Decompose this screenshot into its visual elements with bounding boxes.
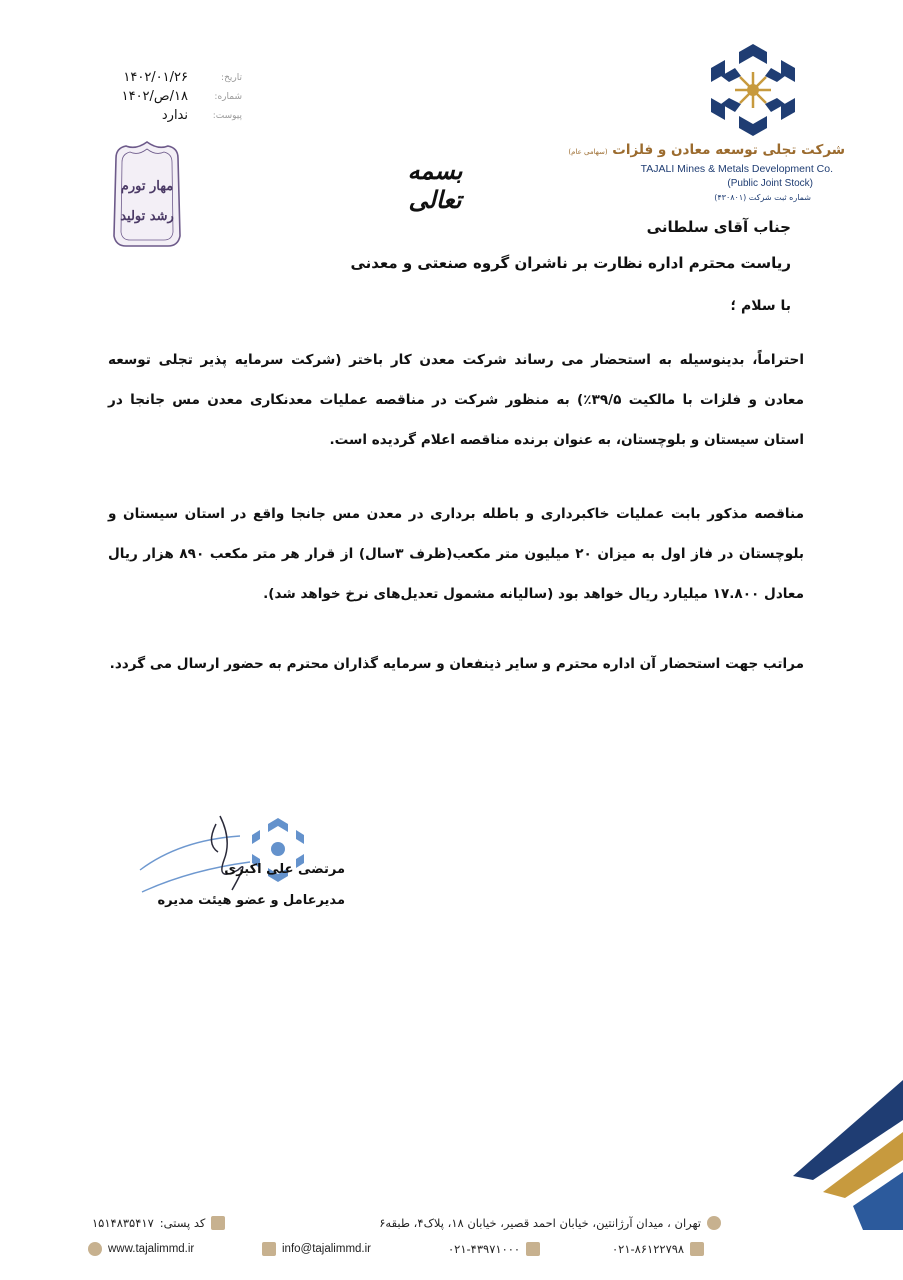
- fax-icon: [690, 1242, 704, 1256]
- slogan-seal: [106, 140, 188, 252]
- footer-fax: [612, 1242, 704, 1256]
- footer-phone: [448, 1242, 540, 1256]
- body-paragraph-3: مراتب جهت استحضار آن اداره محترم و سایر ذینفعان و سرمایه گذاران محترم به حضور ارسال می گردد.: [109, 656, 804, 672]
- footer-address: [379, 1216, 721, 1230]
- signer-title: مدیرعامل و عضو هیئت مدیره: [157, 893, 345, 908]
- footer-fax-text: ۰۲۱-۸۶۱۲۲۷۹۸: [612, 1242, 685, 1256]
- envelope-icon: [211, 1216, 225, 1230]
- footer-postal: [92, 1216, 225, 1230]
- footer-website[interactable]: [88, 1242, 194, 1256]
- meta-attachment-label: پیوست:: [212, 110, 242, 121]
- footer-postal-label: کد پستی:: [159, 1216, 206, 1230]
- email-icon: [262, 1242, 276, 1256]
- company-type-en: (Public Joint Stock): [727, 178, 813, 189]
- greeting: با سلام ؛: [730, 298, 791, 314]
- meta-number-row: [92, 87, 242, 106]
- decorative-stripes: [793, 1080, 903, 1230]
- seal-line-2: رشد تولید: [120, 209, 174, 224]
- phone-icon: [526, 1242, 540, 1256]
- meta-date-label: تاریخ:: [221, 72, 242, 83]
- meta-attachment-row: [92, 106, 242, 125]
- meta-number-value: ۱۸/ص/۱۴۰۲: [121, 89, 188, 104]
- addressee-name: جناب آقای سلطانی: [646, 218, 791, 236]
- seal-line-1: مهار تورم: [120, 179, 174, 194]
- company-registration: شماره ثبت شرکت (۴۳۰۸۰۱): [714, 193, 811, 202]
- footer-address-text: تهران ، میدان آرژانتین، خیابان احمد قصیر، خیابان ۱۸، پلاک۴، طبقه۶: [379, 1216, 701, 1230]
- company-name-en: TAJALI Mines & Metals Development Co.: [640, 163, 833, 175]
- footer-email[interactable]: [262, 1242, 371, 1256]
- signer-name: مرتضی علی اکبری: [224, 862, 345, 877]
- company-name-fa: [568, 142, 845, 158]
- globe-icon: [88, 1242, 102, 1256]
- meta-number-label: شماره:: [214, 91, 242, 102]
- footer-website-text[interactable]: www.tajalimmd.ir: [108, 1243, 195, 1255]
- footer-email-text[interactable]: info@tajalimmd.ir: [282, 1243, 372, 1255]
- meta-date-value: ۱۴۰۲/۰۱/۲۶: [123, 70, 188, 85]
- location-icon: [707, 1216, 721, 1230]
- addressee-title: ریاست محترم اداره نظارت بر ناشران گروه صنعتی و معدنی: [350, 254, 791, 272]
- meta-attachment-value: ندارد: [161, 108, 188, 123]
- body-paragraph-2: مناقصه مذکور بابت عملیات خاکبرداری و باطله برداری در معدن مس جانجا واقع در استان سیستان و بلوچستان در فاز اول به میزان ۲۰ میلیون متر مکعب(ظرف ۳سال) از قرار هر متر مکعب ۸۹۰ هزار ریال معادل ۱۷.۸۰۰ میلیارد ریال خواهد بود (سالیانه مشمول تعدیل‌های نرخ خواهد شد).: [108, 506, 804, 602]
- company-name-fa-text: شرکت تجلی توسعه معادن و فلزات: [612, 142, 845, 158]
- letter-meta: [92, 68, 242, 125]
- company-logo: [705, 42, 801, 138]
- footer-phone-text: ۰۲۱-۴۳۹۷۱۰۰۰: [448, 1242, 521, 1256]
- bismillah: بسمه تعالی: [407, 156, 463, 214]
- footer-postal-code: ۱۵۱۴۸۳۵۴۱۷: [92, 1216, 154, 1230]
- meta-date-row: [92, 68, 242, 87]
- company-type-fa: (سهامی عام): [568, 148, 608, 156]
- body-paragraph-1: احتراماً، بدینوسیله به استحضار می رساند شرکت معدن کار باختر (شرکت سرمایه پذیر تجلی توسعه معادن و فلزات با مالکیت ۳۹/۵٪) به منظور شرکت در مناقصه عملیات معدنکاری معدن مس جانجا در استان سیستان و بلوچستان، به عنوان برنده مناقصه اعلام گردیده است.: [108, 352, 804, 448]
